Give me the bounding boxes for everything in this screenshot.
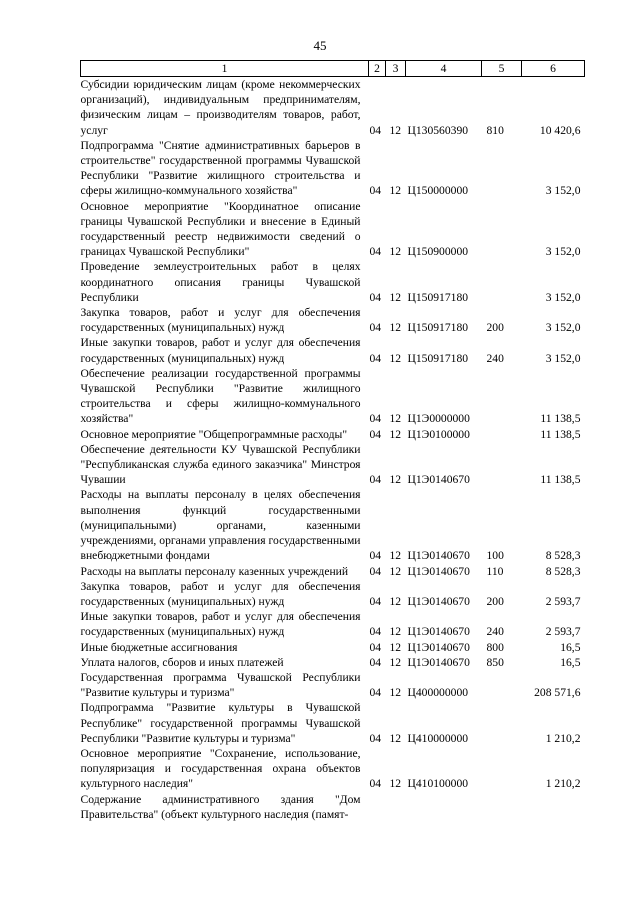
row-name-cell: Закупка товаров, работ и услуг для обеспечения государственных (муниципальных) нужд [80,579,361,608]
row-section-cell: 04 [369,412,382,426]
row-subsection-cell: 12 [389,427,402,441]
row-target-article-cell: Ц1Э0140670 [407,655,470,669]
row-subsection-cell: 12 [389,290,402,304]
row-section-cell: 04 [369,184,382,198]
row-name-cell: Обеспечение деятельности КУ Чувашской Республики "Республиканская служба единого заказчика" Минстроя Чувашии [80,442,361,487]
row-amount-cell: 11 138,5 [540,473,581,487]
row-name-cell: Основное мероприятие "Сохранение, использование, популяризация и государственная охрана объектов культурного наследия" [80,746,361,791]
row-expense-type-cell: 240 [486,351,504,365]
row-expense-type-cell: 240 [486,625,504,639]
row-section-cell: 04 [369,655,382,669]
row-name-cell: Расходы на выплаты персоналу казенных учреждений [80,564,349,578]
table-row [81,138,585,199]
table-row [81,366,585,427]
row-target-article-cell: Ц410000000 [407,731,469,745]
row-target-article-cell: Ц1Э0140670 [407,594,470,608]
row-section-cell: 04 [369,625,382,639]
row-name-cell: Основное мероприятие "Общепрограммные расходы" [80,427,348,441]
table-row [81,670,585,700]
row-subsection-cell: 12 [389,564,402,578]
row-name-cell: Иные бюджетные ассигнования [80,640,238,654]
row-subsection-cell: 12 [389,777,402,791]
row-name-cell: Иные закупки товаров, работ и услуг для обеспечения государственных (муниципальных) нужд [80,336,361,365]
row-expense-type-cell: 850 [486,655,504,669]
row-section-cell: 04 [369,549,382,563]
row-amount-cell: 3 152,0 [545,321,581,335]
row-expense-type-cell [482,138,522,199]
row-target-article-cell: Ц150917180 [407,321,469,335]
row-subsection-cell: 12 [389,321,402,335]
row-expense-type-cell [482,199,522,260]
table-row [81,442,585,488]
column-header: 3 [386,61,406,77]
row-name-cell: Государственная программа Чувашской Республики "Развитие культуры и туризма" [80,670,361,700]
table-body [81,77,585,822]
row-section-cell: 04 [369,594,382,608]
row-subsection-cell: 12 [389,245,402,259]
row-subsection-cell: 12 [389,686,402,700]
row-expense-type-cell [482,366,522,427]
table-row [81,487,585,563]
row-target-article-cell: Ц1Э0100000 [407,427,470,441]
row-subsection-cell: 12 [389,473,402,487]
row-target-article-cell: Ц150917180 [407,290,469,304]
table-header-row [81,61,585,77]
table-row [81,564,585,579]
row-amount-cell: 3 152,0 [545,351,581,365]
row-target-article-cell: Ц1Э0140670 [407,473,470,487]
row-section-cell: 04 [369,564,382,578]
table-row [81,199,585,260]
row-amount-cell: 1 210,2 [545,777,581,791]
row-expense-type-cell: 200 [486,321,504,335]
row-name-cell: Закупка товаров, работ и услуг для обеспечения государственных (муниципальных) нужд [80,306,361,335]
row-section-cell: 04 [369,640,382,654]
row-section-cell: 04 [369,427,382,441]
row-target-article-cell: Ц150917180 [407,351,469,365]
row-expense-type-cell [482,259,522,305]
row-expense-type-cell [482,746,522,792]
row-target-article-cell: Ц400000000 [407,686,469,700]
row-amount-cell: 3 152,0 [545,245,581,259]
row-target-article-cell: Ц150000000 [407,184,469,198]
table-row [81,640,585,655]
row-name-cell: Проведение землеустроительных работ в целях координатного описания границы Чувашской Республики [80,260,361,304]
row-amount-cell: 8 528,3 [545,549,581,563]
row-subsection-cell: 12 [389,184,402,198]
row-expense-type-cell: 100 [486,549,504,563]
row-subsection-cell: 12 [389,731,402,745]
row-target-article-cell: Ц150900000 [407,245,469,259]
row-amount-cell: 16,5 [560,655,581,669]
row-section-cell: 04 [369,351,382,365]
row-name-cell: Содержание административного здания "Дом Правительства" (объект культурного наследия (памят- [80,792,361,821]
row-expense-type-cell [482,670,522,700]
row-amount-cell: 2 593,7 [545,625,581,639]
row-section-cell: 04 [369,123,382,137]
table-row [81,609,585,639]
row-subsection-cell: 12 [389,655,402,669]
column-header: 2 [369,61,386,77]
row-expense-type-cell: 810 [486,123,504,137]
row-section-cell: 04 [369,686,382,700]
row-section-cell: 04 [369,290,382,304]
row-target-article-cell [406,792,482,822]
row-section-cell: 04 [369,321,382,335]
row-target-article-cell: Ц410100000 [407,777,469,791]
row-target-article-cell: Ц1Э0140670 [407,564,470,578]
row-amount-cell: 208 571,6 [534,686,581,700]
row-amount-cell: 10 420,6 [539,123,581,137]
row-amount-cell: 11 138,5 [540,412,581,426]
row-amount-cell [522,792,585,822]
table-row [81,259,585,305]
row-target-article-cell: Ц1Э0000000 [407,412,470,426]
row-amount-cell: 3 152,0 [545,290,581,304]
row-amount-cell: 3 152,0 [545,184,581,198]
row-expense-type-cell: 800 [486,640,504,654]
row-target-article-cell: Ц130560390 [407,123,469,137]
table-row [81,335,585,365]
row-subsection-cell: 12 [389,625,402,639]
table-row [81,427,585,442]
row-section-cell: 04 [369,731,382,745]
row-amount-cell: 1 210,2 [545,731,581,745]
page-number: 45 [313,38,327,53]
row-subsection-cell: 12 [389,412,402,426]
row-subsection-cell: 12 [389,640,402,654]
row-target-article-cell: Ц1Э0140670 [407,640,470,654]
row-name-cell: Подпрограмма "Снятие административных барьеров в строительстве" государственной программы Чувашской Республики "Развитие жилищного строительства и сферы жилищно-коммунального хозяйства" [80,138,361,198]
row-name-cell: Основное мероприятие "Координатное описание границы Чувашской Республики и внесение в Единый государственный реестр недвижимости сведений о границах Чувашской Республики" [80,199,361,259]
row-section-cell [369,792,386,822]
row-subsection-cell: 12 [389,123,402,137]
row-section-cell: 04 [369,473,382,487]
table-row [81,305,585,335]
row-name-cell: Иные закупки товаров, работ и услуг для обеспечения государственных (муниципальных) нужд [80,610,361,639]
row-section-cell: 04 [369,777,382,791]
row-name-cell: Субсидии юридическим лицам (кроме некоммерческих организаций), индивидуальным предпринимателям, физическим лицам – производителям товаров, работ, услуг [80,78,361,137]
row-expense-type-cell: 110 [486,564,504,578]
table-row [81,700,585,746]
table-row [81,579,585,609]
row-subsection-cell: 12 [389,549,402,563]
row-target-article-cell: Ц1Э0140670 [407,549,470,563]
budget-table [80,60,585,822]
row-name-cell: Расходы на выплаты персоналу в целях обеспечения выполнения функций государственными (муниципальными) органами, казенными учреждениями, органами управления государственными внебюджетными фондами [80,488,361,563]
column-header: 6 [522,61,585,77]
row-subsection-cell: 12 [389,594,402,608]
row-subsection-cell: 12 [389,351,402,365]
column-header: 4 [406,61,482,77]
row-amount-cell: 11 138,5 [540,427,581,441]
column-header: 1 [81,61,369,77]
row-name-cell: Уплата налогов, сборов и иных платежей [80,655,284,669]
row-expense-type-cell [482,427,522,442]
row-subsection-cell [386,792,406,822]
row-amount-cell: 8 528,3 [545,564,581,578]
row-expense-type-cell [482,442,522,488]
table-row [81,77,585,138]
table-row [81,655,585,670]
row-name-cell: Обеспечение реализации государственной программы Чувашской Республики "Развитие жилищного строительства и сферы жилищно-коммунального хозяйства" [80,366,361,426]
row-name-cell: Подпрограмма "Развитие культуры в Чувашской Республике" государственной программы Чувашской Республики "Развитие культуры и туризма" [80,701,361,745]
row-expense-type-cell [482,792,522,822]
row-target-article-cell: Ц1Э0140670 [407,625,470,639]
row-amount-cell: 16,5 [560,640,581,654]
column-header: 5 [482,61,522,77]
row-amount-cell: 2 593,7 [545,594,581,608]
table-row [81,746,585,792]
row-expense-type-cell [482,700,522,746]
row-section-cell: 04 [369,245,382,259]
row-expense-type-cell: 200 [486,594,504,608]
table-row [81,792,585,822]
